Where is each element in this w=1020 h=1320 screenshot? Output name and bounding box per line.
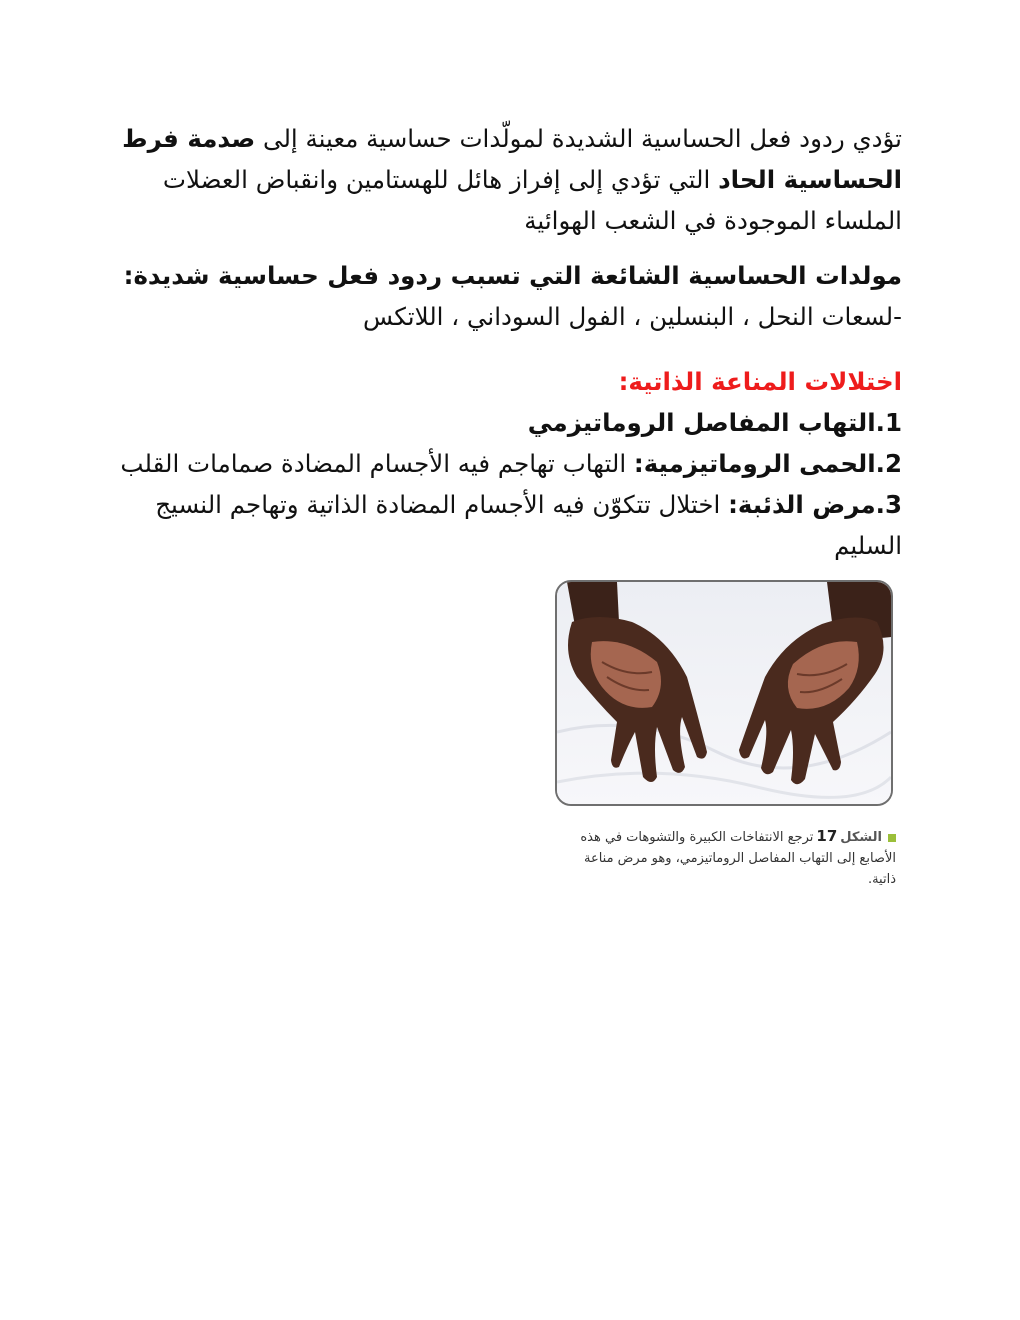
hands-photo bbox=[555, 580, 893, 806]
item-3-title: 3.مرض الذئبة: bbox=[728, 490, 902, 519]
item-2-title: 2.الحمى الروماتيزمية: bbox=[633, 449, 902, 478]
autoimmune-item-2 bbox=[120, 443, 902, 484]
intro-paragraph bbox=[120, 118, 902, 241]
intro-bold-term: صدمة فرط الحساسية الحاد bbox=[122, 124, 902, 194]
caption-marker-icon bbox=[888, 834, 896, 842]
figure-number: 17 bbox=[816, 827, 838, 845]
text-content bbox=[120, 118, 902, 566]
item-1-title: 1.التهاب المفاصل الروماتيزمي bbox=[527, 408, 902, 437]
item-3-desc: اختلال تتكوّن فيه الأجسام المضادة الذاتية وتهاجم النسيج السليم bbox=[155, 490, 902, 560]
intro-text-2: التي تؤدي إلى إفراز هائل للهستامين وانقباض العضلات الملساء الموجودة في الشعب الهوائية bbox=[162, 165, 902, 235]
intro-text-1: تؤدي ردود فعل الحساسية الشديدة لمولّدات حساسية معينة إلى bbox=[255, 124, 902, 153]
allergens-list: -لسعات النحل ، البنسلين ، الفول السوداني ، اللاتكس bbox=[363, 302, 902, 331]
item-2-desc: التهاب تهاجم فيه الأجسام المضادة صمامات القلب bbox=[120, 449, 634, 478]
autoimmune-item-1 bbox=[120, 402, 902, 443]
allergens-heading: مولدات الحساسية الشائعة التي تسبب ردود فعل حساسية شديدة: bbox=[123, 261, 902, 290]
figure-caption bbox=[560, 826, 896, 890]
figure-label: الشكل bbox=[840, 830, 882, 845]
figure-caption-text: ترجع الانتفاخات الكبيرة والتشوهات في هذه الأصابع إلى التهاب المفاصل الروماتيزمي، وهو مرض مناعة ذاتية. bbox=[580, 830, 896, 887]
autoimmune-heading: اختلالات المناعة الذاتية: bbox=[618, 367, 902, 396]
hands-illustration bbox=[557, 582, 891, 804]
autoimmune-item-3 bbox=[120, 484, 902, 566]
